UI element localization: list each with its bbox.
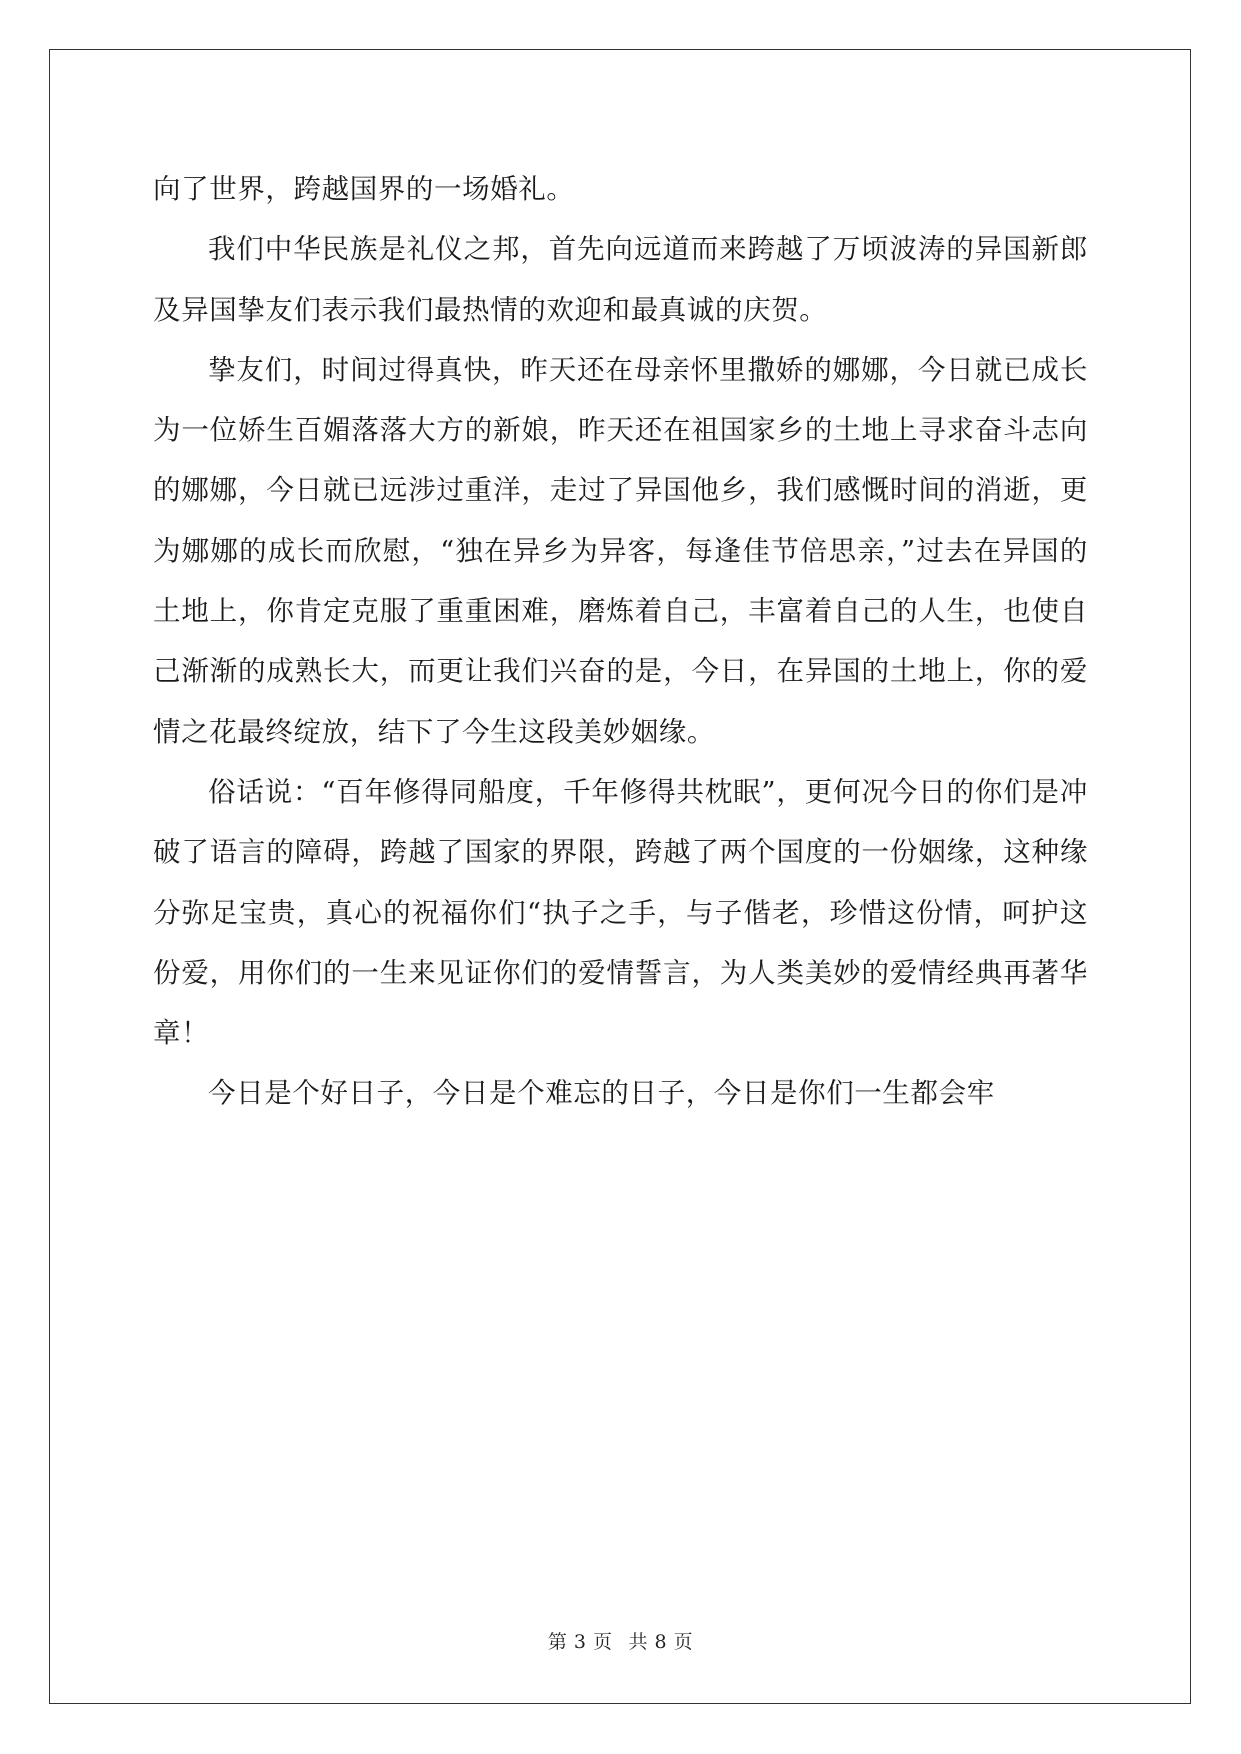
document-body [153, 159, 1088, 1124]
page-total: 共 8 页 [628, 1631, 694, 1653]
page-number: 第 3 页 [547, 1631, 613, 1653]
paragraph: 向了世界，跨越国界的一场婚礼。 [153, 173, 575, 205]
paragraph: 挚友们，时间过得真快，昨天还在母亲怀里撒娇的娜娜，今日就已成长为一位娇生百媚落落大方的新娘，昨天还在祖国家乡的土地上寻求奋斗志向的娜娜，今日就已远涉过重洋，走过了异国他乡，我们感慨时间的消逝，更为娜娜的成长而欣慰，“独在异乡为异客，每逢佳节倍思亲，”过去在异国的土地上，你肯定克服了重重困难，磨炼着自己，丰富着自己的人生，也使自己渐渐的成熟长大，而更让我们兴奋的是，今日，在异国的土地上，你的爱情之花最终绽放，结下了今生这段美妙姻缘。 [153, 353, 1088, 748]
paragraph: 今日是个好日子，今日是个难忘的日子，今日是你们一生都会牢 [208, 1077, 995, 1110]
paragraph: 俗话说：“百年修得同船度，千年修得共枕眠”，更何况今日的你们是冲破了语言的障碍，跨越了国家的界限，跨越了两个国度的一份姻缘，这种缘分弥足宝贵，真心的祝福你们“执子之手，与子偕老，珍惜这份情，呵护这份爱，用你们的一生来见证你们的爱情誓言，为人类美妙的爱情经典再著华章！ [153, 775, 1088, 1050]
paragraph: 我们中华民族是礼仪之邦，首先向远道而来跨越了万顷波涛的异国新郎及异国挚友们表示我们最热情的欢迎和最真诚的庆贺。 [153, 233, 1088, 326]
page-footer [0, 1627, 1241, 1654]
